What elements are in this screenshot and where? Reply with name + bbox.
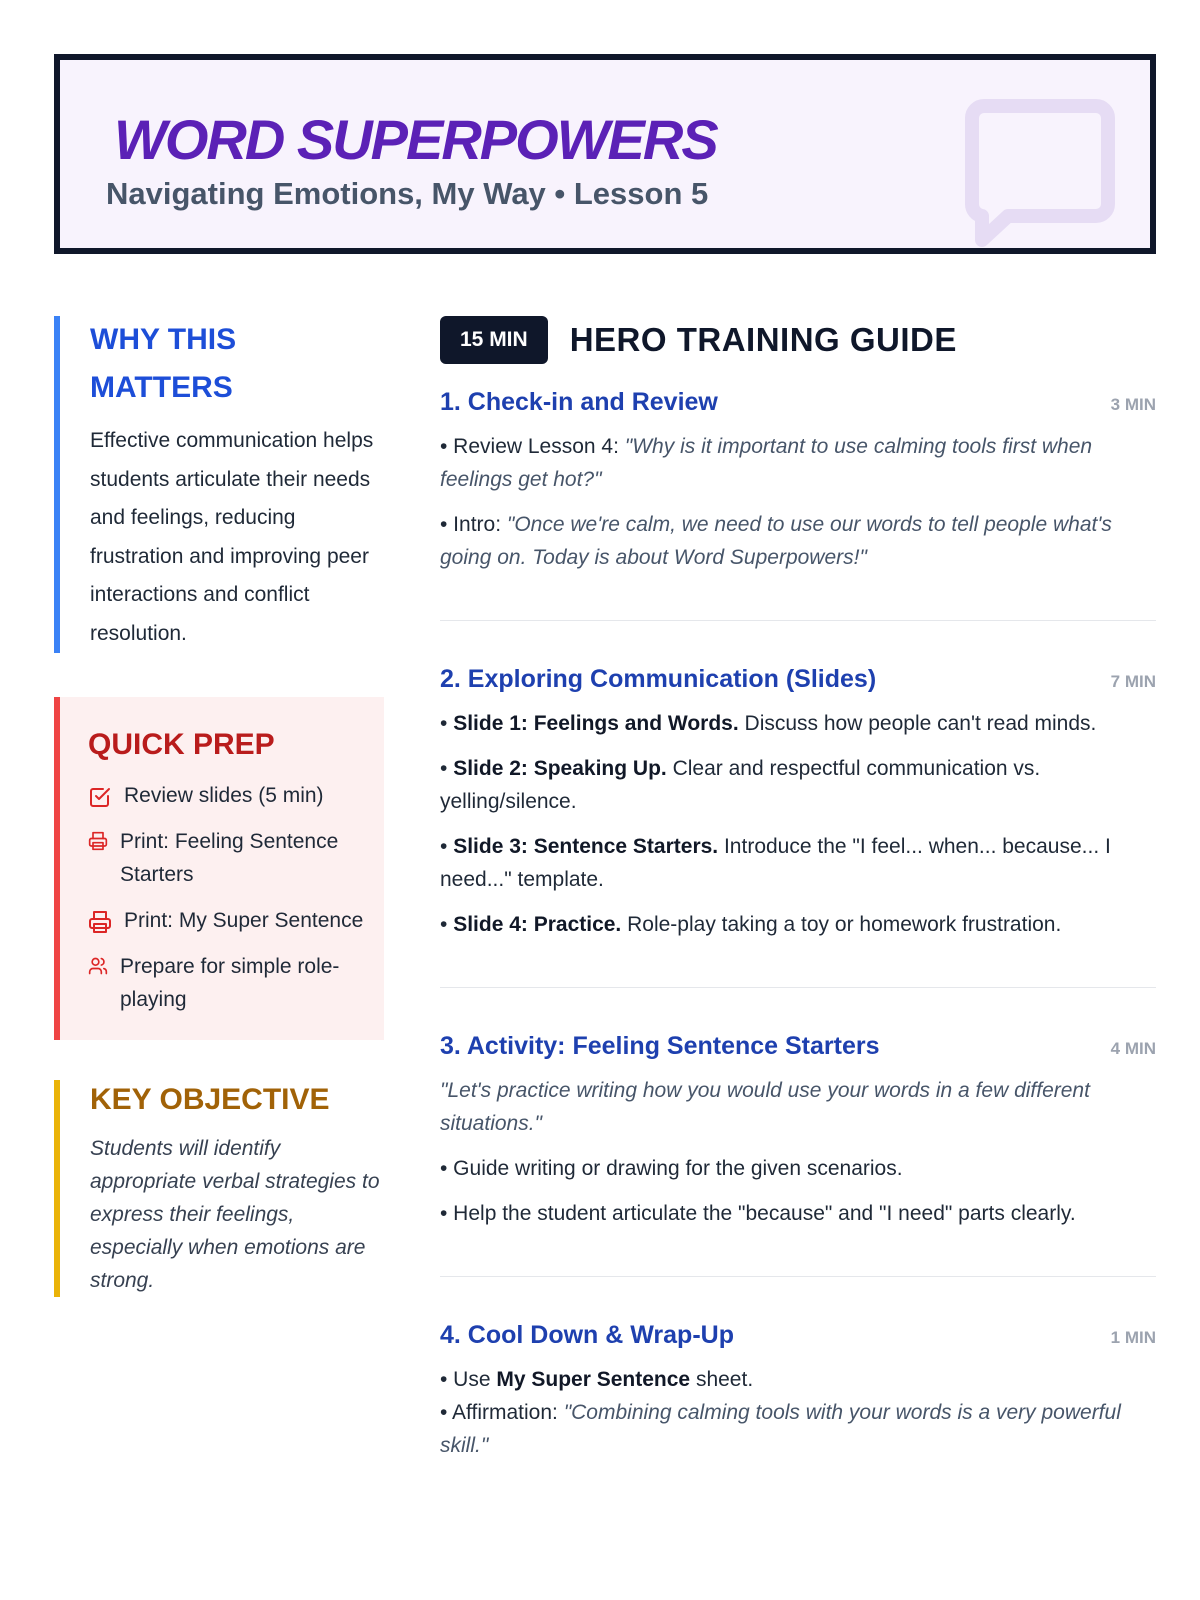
section-title: 4. Cool Down & Wrap-Up	[440, 1321, 734, 1349]
lesson-header	[54, 54, 1156, 254]
quick-prep-title: QUICK PREP	[88, 728, 275, 761]
section-bullet: • Review Lesson 4: "Why is it important to use calming tools first when feelings get hot?"	[440, 435, 1093, 491]
section-bullet: • Slide 3: Sentence Starters. Introduce the "I feel... when... because... I need..." template.	[440, 835, 1111, 891]
section-time: 1 MIN	[1110, 1328, 1156, 1347]
guide-section	[440, 1028, 1156, 1277]
section-bullet: • Affirmation: "Combining calming tools with your words is a very powerful skill."	[440, 1401, 1121, 1457]
section-bullet: • Guide writing or drawing for the given scenarios.	[440, 1157, 903, 1180]
prep-item	[88, 779, 364, 812]
guide-header	[440, 316, 1156, 364]
duration-badge: 15 MIN	[440, 316, 548, 364]
printer-icon	[88, 831, 108, 851]
section-bullet: • Help the student articulate the "because" and "I need" parts clearly.	[440, 1202, 1076, 1225]
why-this-matters-title: WHY THIS MATTERS	[90, 323, 237, 404]
prep-item	[88, 904, 364, 937]
hero-training-guide	[440, 316, 1156, 1536]
section-bullet: • Slide 1: Feelings and Words. Discuss how people can't read minds.	[440, 712, 1097, 735]
prep-item	[88, 950, 364, 1016]
prep-item-label: Prepare for simple role-playing	[120, 955, 340, 1011]
section-bullet: • Use My Super Sentence sheet.	[440, 1368, 754, 1391]
guide-section	[440, 384, 1156, 621]
lesson-subtitle: Navigating Emotions, My Way • Lesson 5	[106, 176, 709, 211]
section-title: 1. Check-in and Review	[440, 388, 718, 416]
quick-prep-card	[54, 697, 384, 1040]
users-icon	[88, 956, 108, 976]
prep-item-label: Review slides (5 min)	[124, 784, 324, 807]
prep-item-label: Print: Feeling Sentence Starters	[120, 830, 339, 886]
section-bullet: • Slide 4: Practice. Role-play taking a toy or homework frustration.	[440, 913, 1062, 936]
section-bullet: • Slide 2: Speaking Up. Clear and respectful communication vs. yelling/silence.	[440, 757, 1041, 813]
checkbox-icon	[88, 785, 112, 809]
prep-item	[88, 825, 364, 891]
section-time: 4 MIN	[1110, 1039, 1156, 1058]
sidebar	[54, 316, 384, 1297]
section-title: 2. Exploring Communication (Slides)	[440, 665, 877, 693]
quick-prep-list	[88, 779, 364, 1016]
speech-bubble-icon	[964, 98, 1116, 248]
lesson-title: WORD SUPERPOWERS	[114, 108, 717, 171]
guide-section	[440, 1317, 1156, 1496]
guide-title: HERO TRAINING GUIDE	[569, 321, 957, 358]
printer-icon	[88, 910, 112, 934]
why-this-matters-card	[54, 316, 384, 653]
section-title: 3. Activity: Feeling Sentence Starters	[440, 1032, 880, 1060]
key-objective-text: Students will identify appropriate verbal strategies to express their feelings, especially when emotions are strong.	[90, 1137, 380, 1292]
section-bullet: • Intro: "Once we're calm, we need to use our words to tell people what's going on. Today is about Word Superpowers!"	[440, 513, 1112, 569]
section-time: 7 MIN	[1110, 672, 1156, 691]
key-objective-card	[54, 1080, 384, 1297]
prep-item-label: Print: My Super Sentence	[124, 909, 364, 932]
guide-section	[440, 661, 1156, 988]
section-time: 3 MIN	[1110, 395, 1156, 414]
key-objective-title: KEY OBJECTIVE	[90, 1083, 330, 1116]
why-this-matters-text: Effective communication helps students articulate their needs and feelings, reducing frustration and improving peer interactions and conflict resolution.	[90, 429, 374, 645]
section-quote: "Let's practice writing how you would use your words in a few different situations."	[440, 1079, 1090, 1135]
